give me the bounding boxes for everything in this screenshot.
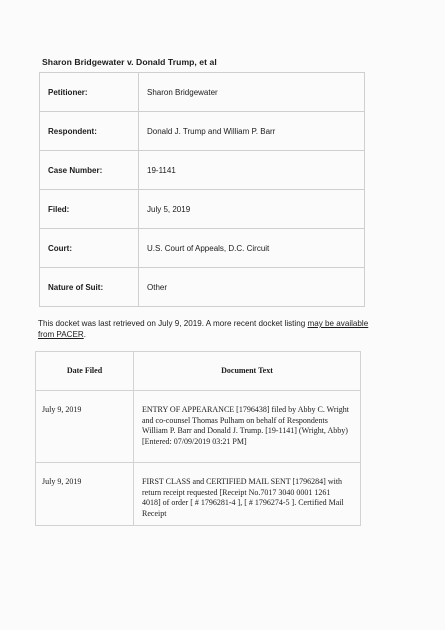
filed-label: Filed: [40,190,139,229]
docket-header-row [36,352,361,391]
case-info-row [40,112,365,151]
retrieved-notice-text: This docket was last retrieved on July 9, 2019. A more recent docket listing [38,319,308,328]
entry-date: July 9, 2019 [36,391,134,463]
docket-entry-row [36,391,361,463]
date-filed-header: Date Filed [36,352,134,391]
filed-value: July 5, 2019 [139,190,365,229]
nature-of-suit-value: Other [139,268,365,307]
entry-date: July 9, 2019 [36,463,134,526]
case-number-label: Case Number: [40,151,139,190]
respondent-value: Donald J. Trump and William P. Barr [139,112,365,151]
case-info-row [40,268,365,307]
pacer-link[interactable]: may be available from PACER [38,319,369,339]
case-info-row [40,151,365,190]
petitioner-label: Petitioner: [40,73,139,112]
entry-text: ENTRY OF APPEARANCE [1796438] filed by Abby C. Wright and co-counsel Thomas Pulham on behalf of Respondents William P. Barr and Donald J. Trump. [19-1141] (Wright, Abby) [Entered: 07/09/2019 03:21 PM] [134,391,361,463]
petitioner-value: Sharon Bridgewater [139,73,365,112]
docket-table [35,351,361,526]
nature-of-suit-label: Nature of Suit: [40,268,139,307]
court-label: Court: [40,229,139,268]
retrieved-notice [38,319,378,340]
case-info-table [39,72,365,307]
document-text-header: Document Text [134,352,361,391]
case-number-value: 19-1141 [139,151,365,190]
entry-text: FIRST CLASS and CERTIFIED MAIL SENT [1796284] with return receipt requested [Receipt No.7017 3040 0001 1261 4018] of order [ # 1796281-4 ], [ # 1796274-5 ]. Certified Mail Receipt [134,463,361,526]
court-value: U.S. Court of Appeals, D.C. Circuit [139,229,365,268]
docket-entry-row [36,463,361,526]
case-title: Sharon Bridgewater v. Donald Trump, et al [42,57,217,67]
retrieved-notice-end: . [83,329,86,339]
case-info-row [40,229,365,268]
case-info-row [40,73,365,112]
respondent-label: Respondent: [40,112,139,151]
case-info-row [40,190,365,229]
